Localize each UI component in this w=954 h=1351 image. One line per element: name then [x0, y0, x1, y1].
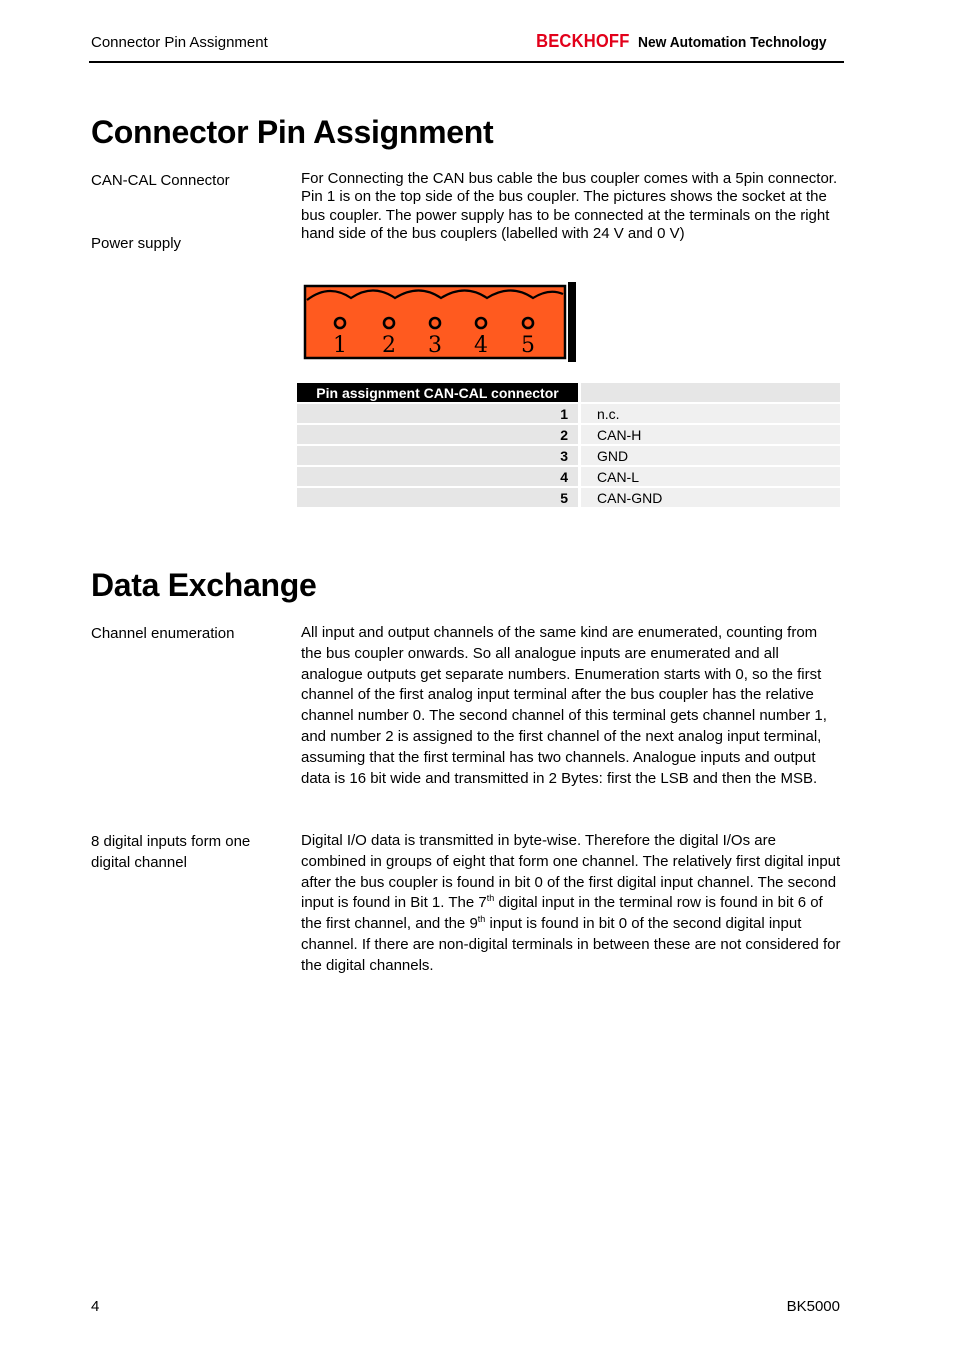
label-can-cal-connector: CAN-CAL Connector	[91, 172, 230, 189]
section-heading-data-exchange: Data Exchange	[91, 567, 317, 603]
section-heading-connector: Connector Pin Assignment	[91, 114, 494, 150]
brand	[532, 31, 843, 52]
table-header-row	[297, 383, 840, 402]
text-run: digital input in the terminal row is found in bit 6 of the first channel, and the 9	[301, 894, 823, 933]
text-run: Digital I/O data is transmitted in byte-wise. Therefore the digital I/Os are combined in groups of eight that form one channel. The relatively first digital input after the bus coupler is found in bit 0 of the first digital input channel. The second input is found in Bit 1. The 7	[301, 832, 841, 912]
pin-cell: 3	[297, 446, 578, 465]
pin-number-5: 5	[521, 333, 535, 358]
signal-cell: n.c.	[578, 404, 840, 423]
signal-cell: CAN-GND	[578, 488, 840, 507]
label-power-supply: Power supply	[91, 235, 182, 252]
running-header-title: Connector Pin Assignment	[91, 34, 268, 51]
label-channel-enumeration: Channel enumeration	[91, 625, 235, 642]
pin-assignment-table	[297, 381, 840, 509]
channel-enumeration-text: All input and output channels of the same kind are enumerated, counting from the bus coupler onwards. So all analogue inputs are enumerated and all analogue outputs get separate numbers. Enumeration starts with 0, so the first channel of the first analog input terminal after the bus coupler has the relative channel number 0. The second channel of this terminal gets channel number 1, and number 2 is assigned to the first channel of the next analog input terminal, assuming that the first terminal has two channels. Analogue inputs and output data is 16 bit wide and transmitted in 2 Bytes: first the LSB and then the MSB.	[301, 624, 827, 787]
table-row	[297, 467, 840, 486]
connector-image	[300, 280, 580, 364]
pin-number-4: 4	[474, 333, 488, 358]
page-number: 4	[91, 1298, 100, 1315]
superscript: th	[477, 914, 486, 925]
text-run: input is found in bit 0 of the second digital input channel. If there are non-digital terminals in between these are not considered for the digital channels.	[301, 915, 841, 974]
pin-cell: 2	[297, 425, 578, 444]
superscript: th	[486, 893, 495, 904]
beckhoff-logo: BECKHOFF	[536, 31, 630, 51]
table-header-blank	[578, 383, 840, 402]
pin-cell: 4	[297, 467, 578, 486]
pin-cell: 1	[297, 404, 578, 423]
brand-tagline: New Automation Technology	[638, 34, 827, 51]
table-row	[297, 446, 840, 465]
pin-number-1: 1	[333, 333, 347, 358]
table-row	[297, 425, 840, 444]
label-digital-inputs: 8 digital inputs form one digital channel	[91, 833, 251, 871]
digital-channel-text	[301, 831, 841, 977]
header-rule	[89, 61, 844, 63]
signal-cell: CAN-H	[578, 425, 840, 444]
table-row	[297, 404, 840, 423]
connector-edge	[568, 282, 576, 362]
table-row	[297, 488, 840, 507]
table-header: Pin assignment CAN-CAL connector	[297, 383, 578, 402]
connector-description: For Connecting the CAN bus cable the bus coupler comes with a 5pin connector. Pin 1 is on the top side of the bus coupler. The pictures shows the socket at the bus coupler. The power supply has to be connected at the terminals on the right hand side of the bus couplers (labelled with 24 V and 0 V)	[301, 170, 838, 242]
signal-cell: GND	[578, 446, 840, 465]
pin-number-3: 3	[428, 333, 442, 358]
pin-cell: 5	[297, 488, 578, 507]
signal-cell: CAN-L	[578, 467, 840, 486]
document-id: BK5000	[786, 1298, 840, 1315]
pin-number-2: 2	[382, 333, 396, 358]
